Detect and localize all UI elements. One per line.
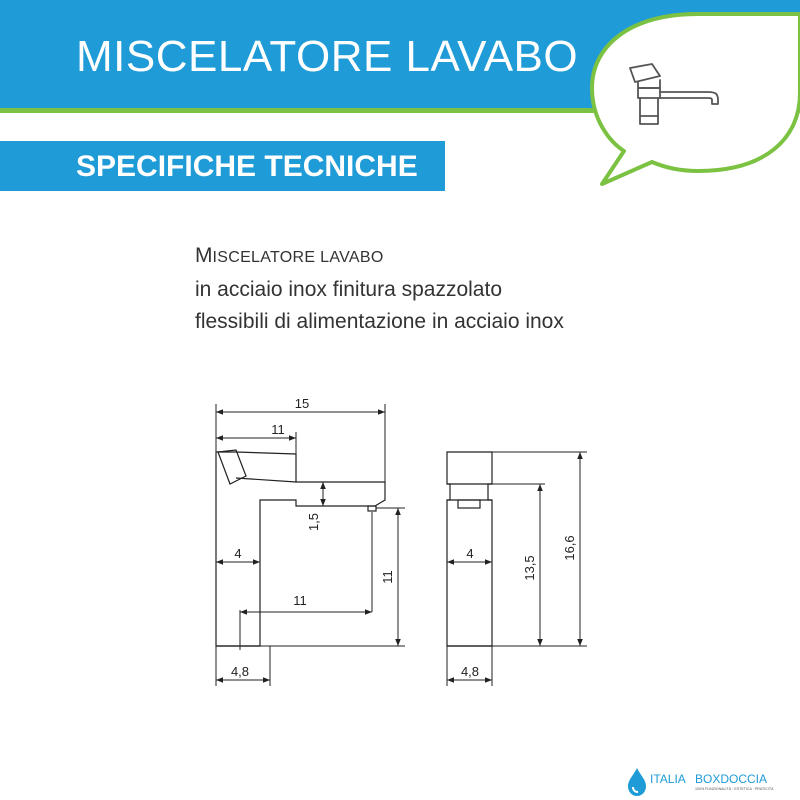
dim-spout-height: 1,5	[306, 512, 321, 532]
dim-side-body-width: 4	[466, 546, 474, 561]
logo-brand-right: BOXDOCCIA	[695, 772, 768, 786]
side-aerator	[458, 500, 480, 508]
dim-total-height: 16,6	[562, 535, 577, 561]
lever-separator	[236, 478, 296, 482]
page-title: MISCELATORE LAVABO	[76, 32, 579, 81]
dim-spout-reach: 11	[293, 593, 307, 608]
logo-tagline: 100% FUNZIONALITÀ · ESTETICA · PRATICITÀ	[695, 787, 774, 791]
logo-brand-left: ITALIA	[650, 772, 686, 786]
dim-total-width: 15	[294, 396, 310, 411]
dim-body-width: 4	[234, 546, 242, 561]
description-line: flessibili di alimentazione in acciaio inox	[195, 310, 564, 333]
dim-spout-clearance: 11	[380, 570, 395, 584]
description-title: MISCELATORE LAVABO	[195, 244, 384, 267]
front-dimensions	[216, 404, 405, 686]
dim-lever-width: 11	[271, 422, 285, 437]
section-title: SPECIFICHE TECNICHE	[76, 150, 418, 183]
aerator	[368, 506, 376, 511]
description-line: in acciaio inox finitura spazzolato	[195, 278, 503, 301]
dim-side-spout-height: 13,5	[522, 555, 537, 581]
dim-base-width: 4,8	[230, 664, 250, 679]
side-dimensions	[447, 452, 587, 686]
dim-side-base-width: 4,8	[460, 664, 480, 679]
brand-logo	[624, 756, 800, 800]
